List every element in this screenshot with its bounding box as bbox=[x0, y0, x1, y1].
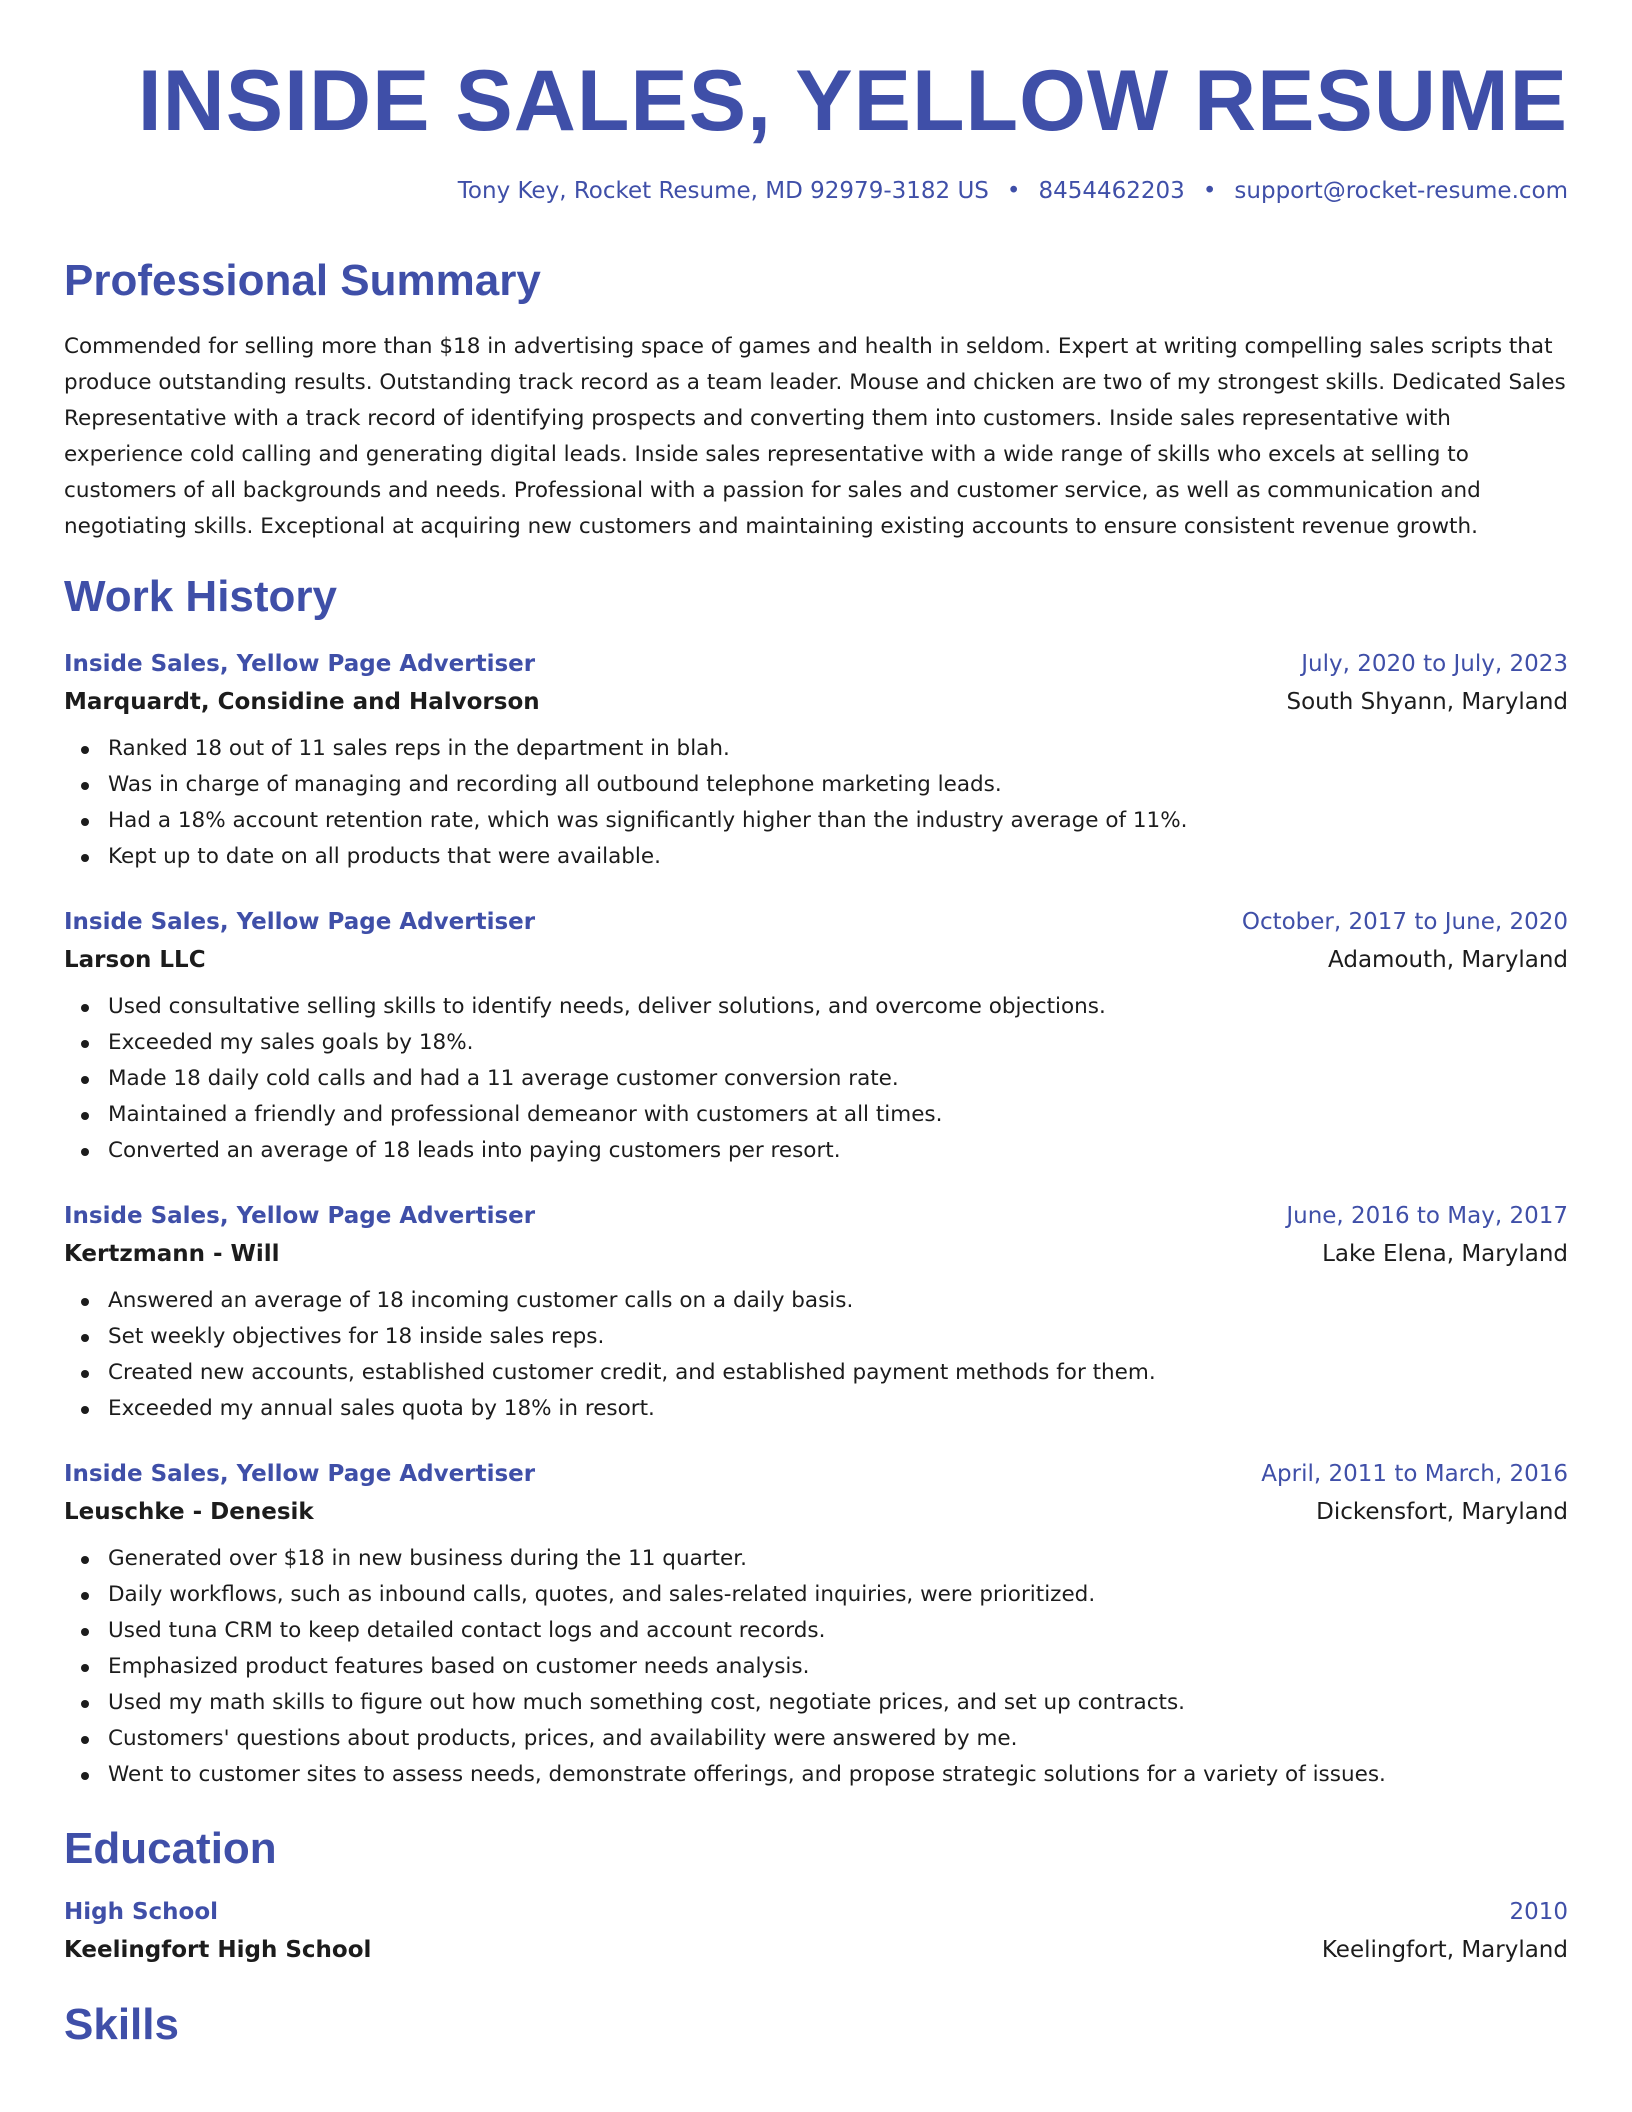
job-bullet: Converted an average of 18 leads into paying customers per resort. bbox=[64, 1133, 1568, 1169]
contact-separator: • bbox=[1202, 178, 1217, 204]
education-location: Keelingfort, Maryland bbox=[1321, 1937, 1568, 1963]
job-bullet: Used my math skills to figure out how much something cost, negotiate prices, and set up contracts. bbox=[64, 1685, 1568, 1721]
job-bullet: Was in charge of managing and recording all outbound telephone marketing leads. bbox=[64, 767, 1568, 803]
job-entry bbox=[64, 649, 1568, 875]
job-bullets bbox=[64, 731, 1568, 875]
job-bullets bbox=[64, 989, 1568, 1169]
summary-heading: Professional Summary bbox=[64, 256, 541, 305]
job-bullet: Had a 18% account retention rate, which was significantly higher than the industry average of 11%. bbox=[64, 803, 1568, 839]
job-bullets bbox=[64, 1283, 1568, 1427]
resume-title: INSIDE SALES, YELLOW RESUME bbox=[137, 53, 1568, 149]
job-dates: October, 2017 to June, 2020 bbox=[1241, 909, 1568, 935]
job-location: Lake Elena, Maryland bbox=[1322, 1241, 1568, 1267]
skills-heading: Skills bbox=[64, 2000, 179, 2049]
job-entry bbox=[64, 1201, 1568, 1427]
education-year: 2010 bbox=[1509, 1899, 1568, 1925]
job-company: Kertzmann - Will bbox=[64, 1241, 280, 1267]
job-location: Dickensfort, Maryland bbox=[1316, 1499, 1568, 1525]
job-company: Marquardt, Considine and Halvorson bbox=[64, 689, 540, 715]
job-dates: June, 2016 to May, 2017 bbox=[1286, 1203, 1568, 1229]
job-bullet: Set weekly objectives for 18 inside sales reps. bbox=[64, 1319, 1568, 1355]
job-bullet: Used consultative selling skills to identify needs, deliver solutions, and overcome objections. bbox=[64, 989, 1568, 1025]
contact-line bbox=[64, 176, 1568, 206]
job-bullet: Emphasized product features based on customer needs analysis. bbox=[64, 1649, 1568, 1685]
job-location: South Shyann, Maryland bbox=[1286, 689, 1568, 715]
work-history-heading: Work History bbox=[64, 572, 338, 621]
contact-separator: • bbox=[1006, 178, 1021, 204]
job-bullet: Ranked 18 out of 11 sales reps in the department in blah. bbox=[64, 731, 1568, 767]
job-bullet: Exceeded my sales goals by 18%. bbox=[64, 1025, 1568, 1061]
contact-phone[interactable]: 8454462203 bbox=[1038, 178, 1185, 204]
job-bullets bbox=[64, 1541, 1568, 1793]
job-title: Inside Sales, Yellow Page Advertiser bbox=[64, 909, 536, 935]
job-bullet: Exceeded my annual sales quota by 18% in resort. bbox=[64, 1391, 1568, 1427]
job-bullet: Generated over $18 in new business during the 11 quarter. bbox=[64, 1541, 1568, 1577]
education-heading: Education bbox=[64, 1824, 277, 1873]
job-bullet: Made 18 daily cold calls and had a 11 average customer conversion rate. bbox=[64, 1061, 1568, 1097]
job-bullet: Customers' questions about products, prices, and availability were answered by me. bbox=[64, 1721, 1568, 1757]
job-title: Inside Sales, Yellow Page Advertiser bbox=[64, 1461, 536, 1487]
job-bullet: Maintained a friendly and professional demeanor with customers at all times. bbox=[64, 1097, 1568, 1133]
job-bullet: Answered an average of 18 incoming customer calls on a daily basis. bbox=[64, 1283, 1568, 1319]
job-title: Inside Sales, Yellow Page Advertiser bbox=[64, 1203, 536, 1229]
job-bullet: Used tuna CRM to keep detailed contact logs and account records. bbox=[64, 1613, 1568, 1649]
work-history-list bbox=[64, 649, 1568, 1793]
contact-address: Tony Key, Rocket Resume, MD 92979-3182 US bbox=[457, 178, 989, 204]
job-entry bbox=[64, 1459, 1568, 1793]
summary-text: Commended for selling more than $18 in advertising space of games and health in seldom. Expert at writing compelling sales scripts that produce outstanding results. Outstanding track record as a team leader. Mouse and chicken are two of my strongest skills. Dedicated Sales Representative with a track record of identifying prospects and converting them into customers. Inside sales representative with experience cold calling and generating digital leads. Inside sales representative with a wide range of skills who excels at selling to customers of all backgrounds and needs. Professional with a passion for sales and customer service, as well as communication and negotiating skills. Exceptional at acquiring new customers and maintaining existing accounts to ensure consistent revenue growth. bbox=[64, 334, 1566, 539]
job-bullet: Created new accounts, established customer credit, and established payment methods for them. bbox=[64, 1355, 1568, 1391]
job-bullet: Daily workflows, such as inbound calls, quotes, and sales-related inquiries, were prioritized. bbox=[64, 1577, 1568, 1613]
education-entry bbox=[64, 1897, 1568, 1965]
education-degree: High School bbox=[64, 1899, 219, 1925]
job-entry bbox=[64, 907, 1568, 1169]
job-dates: July, 2020 to July, 2023 bbox=[1301, 651, 1568, 677]
job-dates: April, 2011 to March, 2016 bbox=[1261, 1461, 1568, 1487]
education-school: Keelingfort High School bbox=[64, 1937, 372, 1963]
contact-email[interactable]: support@rocket-resume.com bbox=[1234, 178, 1568, 204]
job-company: Larson LLC bbox=[64, 947, 206, 973]
job-company: Leuschke - Denesik bbox=[64, 1499, 314, 1525]
job-title: Inside Sales, Yellow Page Advertiser bbox=[64, 651, 536, 677]
job-bullet: Went to customer sites to assess needs, demonstrate offerings, and propose strategic solutions for a variety of issues. bbox=[64, 1757, 1568, 1793]
job-location: Adamouth, Maryland bbox=[1328, 947, 1568, 973]
job-bullet: Kept up to date on all products that were available. bbox=[64, 839, 1568, 875]
